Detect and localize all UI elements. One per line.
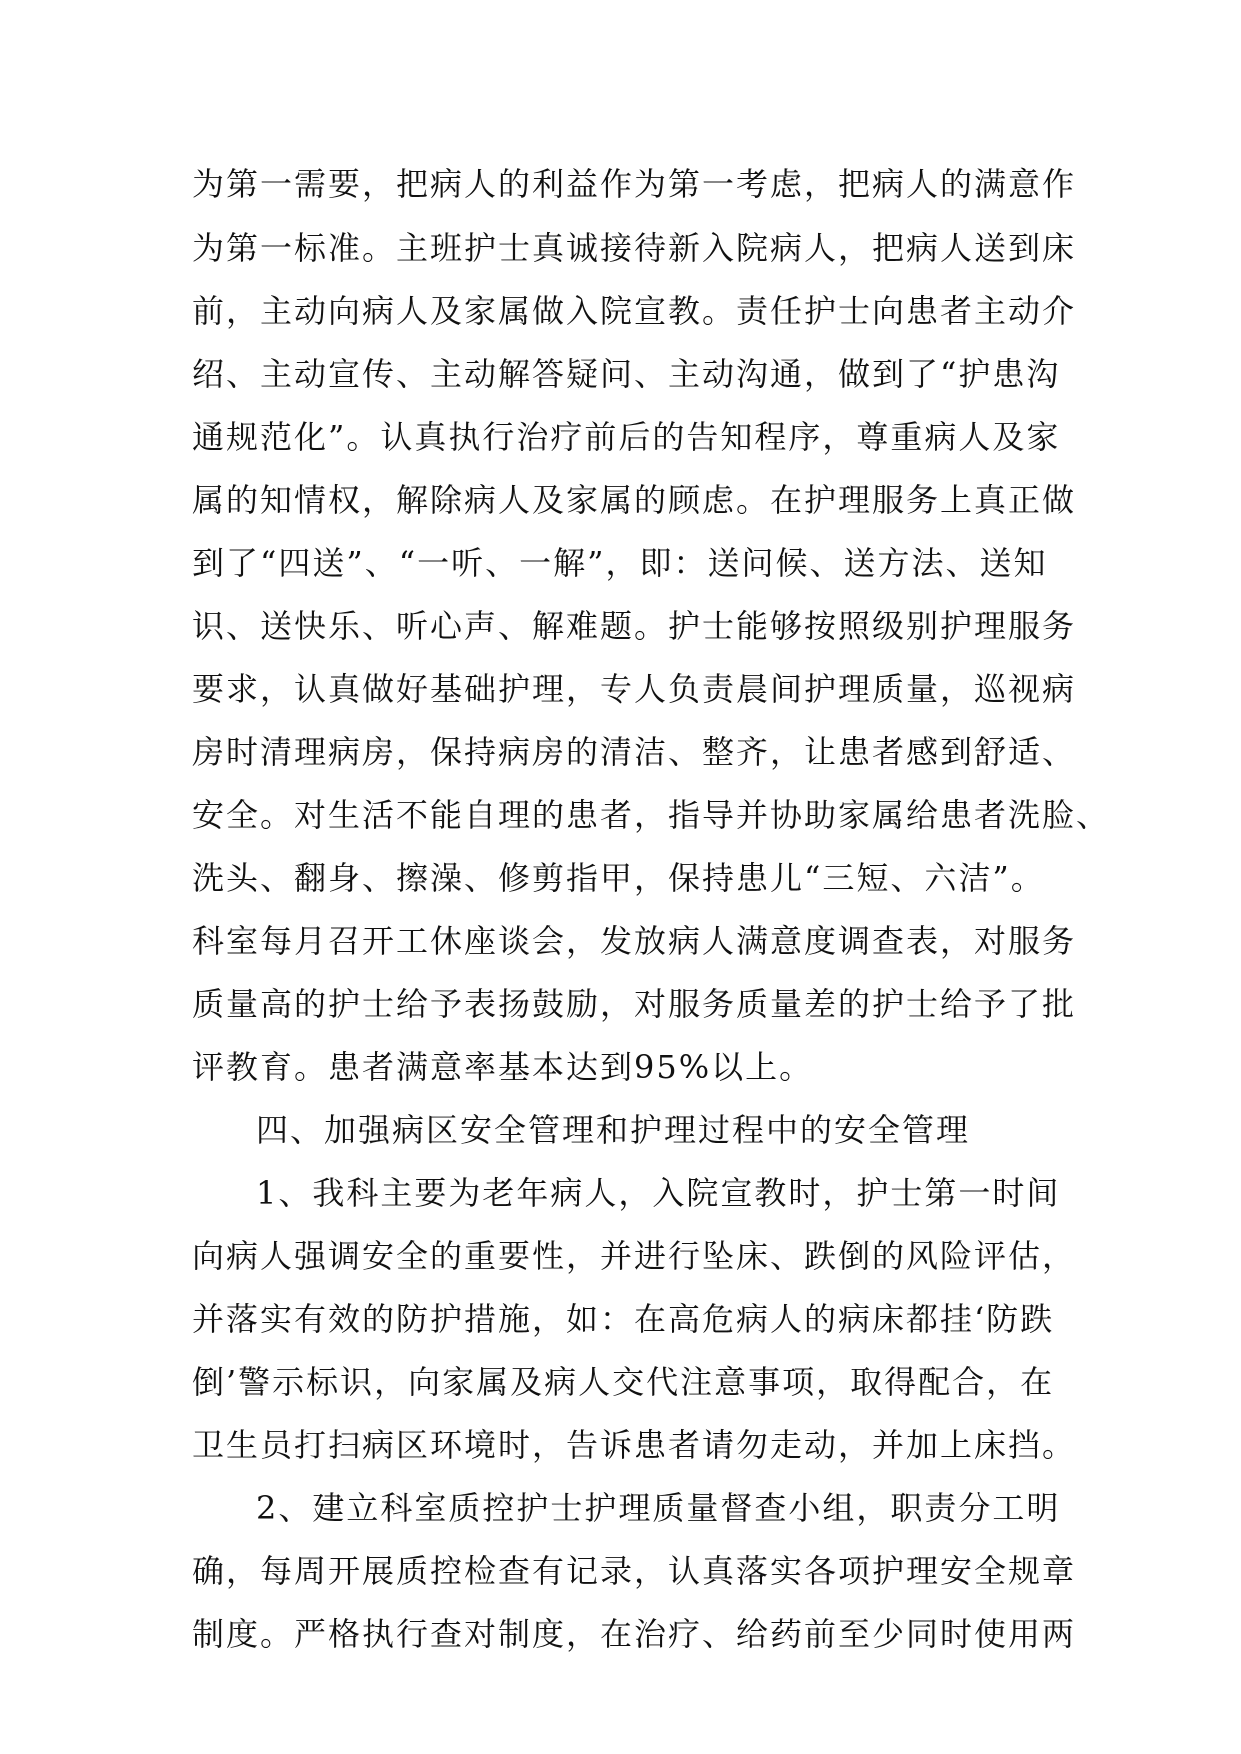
text-line: 前，主动向病人及家属做入院宣教。责任护士向患者主动介	[192, 292, 1077, 330]
text-line: 属的知情权，解除病人及家属的顾虑。在护理服务上真正做	[192, 481, 1077, 519]
text-line: 倒’警示标识，向家属及病人交代注意事项，取得配合，在	[192, 1363, 1055, 1401]
text-line: 制度。严格执行查对制度，在治疗、给药前至少同时使用两	[192, 1615, 1077, 1653]
text-line: 安全。对生活不能自理的患者，指导并协助家属给患者洗脸、	[192, 796, 1111, 834]
text-line: 通规范化”。认真执行治疗前后的告知程序，尊重病人及家	[192, 418, 1061, 456]
text-line: 评教育。患者满意率基本达到95%以上。	[192, 1048, 814, 1086]
text-line: 到了“四送”、“一听、一解”，即：送问候、送方法、送知	[192, 544, 1048, 582]
text-line: 要求，认真做好基础护理，专人负责晨间护理质量，巡视病	[192, 670, 1077, 708]
text-line: 卫生员打扫病区环境时，告诉患者请勿走动，并加上床挡。	[192, 1426, 1077, 1464]
text-line: 洗头、翻身、擦澡、修剪指甲，保持患儿“三短、六洁”。	[192, 859, 1045, 897]
text-line: 确，每周开展质控检查有记录，认真落实各项护理安全规章	[192, 1552, 1077, 1590]
text-line: 为第一需要，把病人的利益作为第一考虑，把病人的满意作	[192, 165, 1077, 203]
text-line: 识、送快乐、听心声、解难题。护士能够按照级别护理服务	[192, 607, 1077, 645]
text-line: 并落实有效的防护措施，如：在高危病人的病床都挂‘防跌	[192, 1300, 1055, 1338]
text-line: 1、我科主要为老年病人，入院宣教时，护士第一时间	[256, 1174, 1061, 1212]
text-line: 绍、主动宣传、主动解答疑问、主动沟通，做到了“护患沟	[192, 355, 1061, 393]
text-line: 科室每月召开工休座谈会，发放病人满意度调查表，对服务	[192, 922, 1077, 960]
text-line: 房时清理病房，保持病房的清洁、整齐，让患者感到舒适、	[192, 733, 1077, 771]
text-line: 为第一标准。主班护士真诚接待新入院病人，把病人送到床	[192, 229, 1077, 267]
text-line: 质量高的护士给予表扬鼓励，对服务质量差的护士给予了批	[192, 985, 1077, 1023]
text-line: 2、建立科室质控护士护理质量督查小组，职责分工明	[256, 1489, 1061, 1527]
section-heading: 四、加强病区安全管理和护理过程中的安全管理	[256, 1111, 971, 1149]
text-line: 向病人强调安全的重要性，并进行坠床、跌倒的风险评估，	[192, 1237, 1077, 1275]
